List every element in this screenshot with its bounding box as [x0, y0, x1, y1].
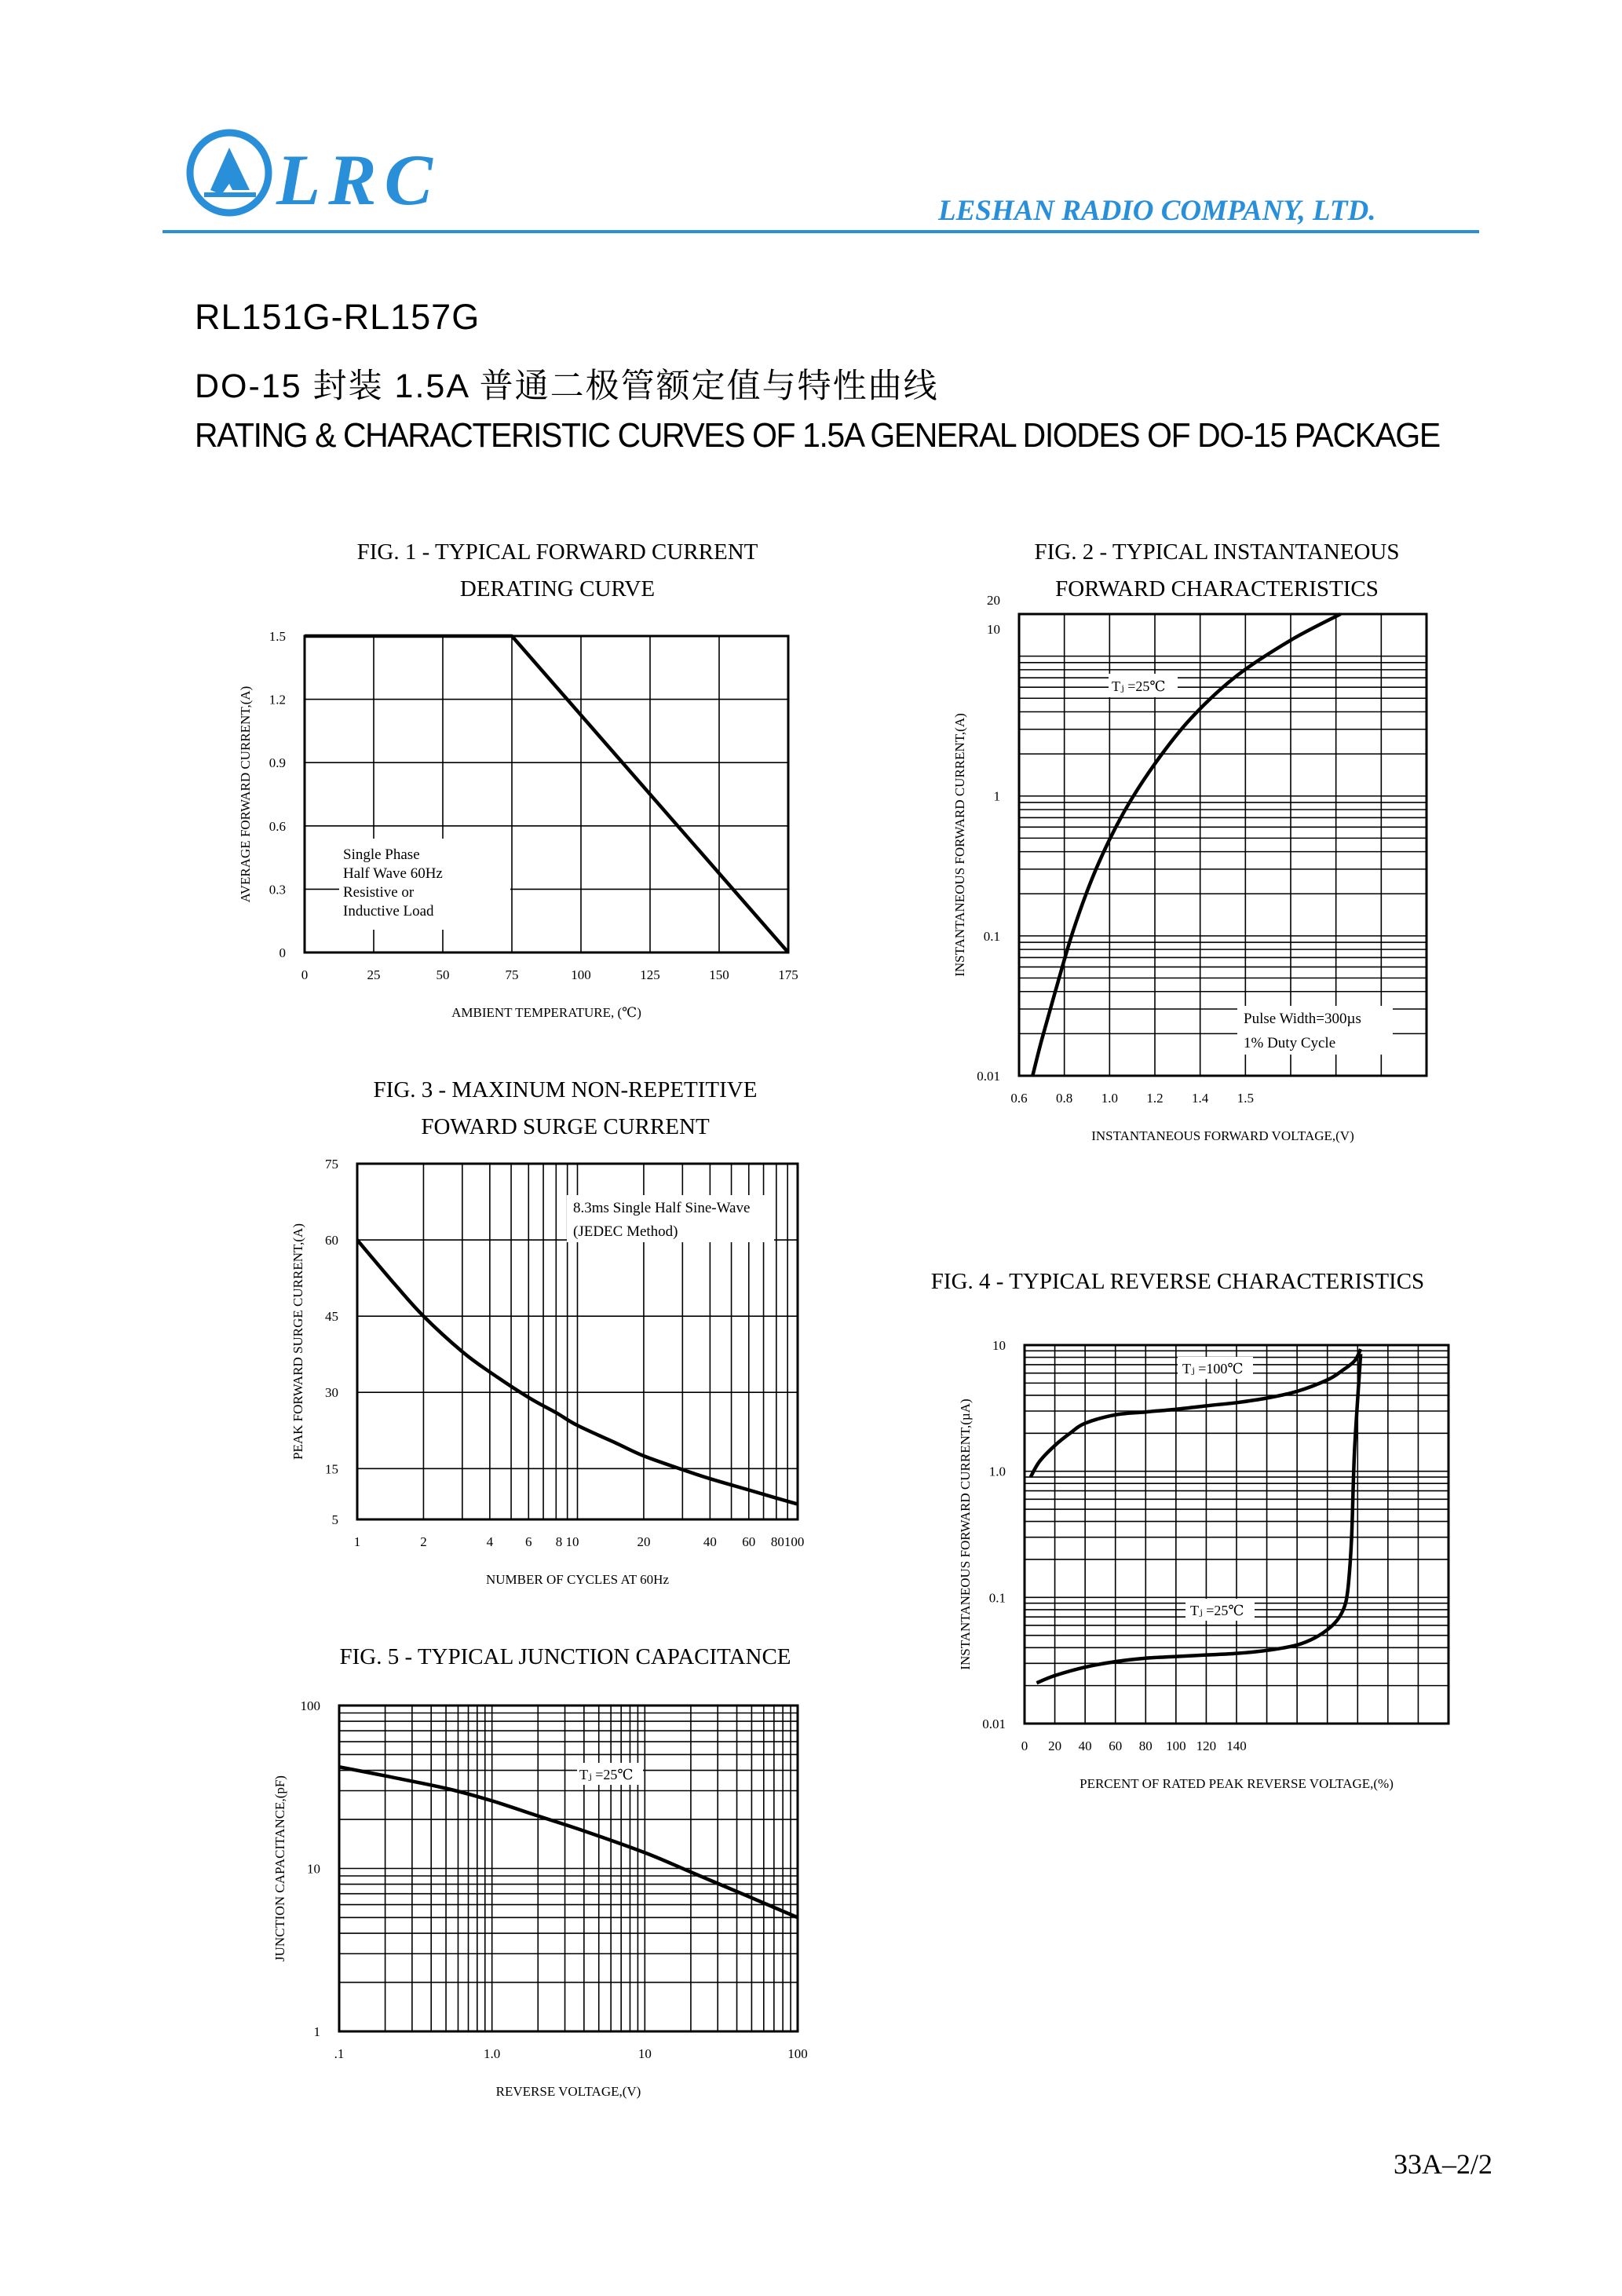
- fig3-annotation-line: (JEDEC Method): [573, 1223, 678, 1240]
- fig4-xtick-label: 40: [1078, 1738, 1092, 1753]
- fig3-xtick-label: 1: [353, 1534, 361, 1549]
- fig1-annotation-line: Single Phase: [343, 846, 420, 863]
- fig2-xtick-label: 1.5: [1237, 1091, 1254, 1106]
- logo-text: LRC: [276, 140, 440, 220]
- fig3-ytick-label: 75: [325, 1157, 338, 1172]
- fig4-ytick-label: 10: [992, 1338, 1006, 1353]
- fig1-ytick-label: 1.2: [269, 692, 286, 707]
- fig4-xtick-label: 80: [1138, 1738, 1153, 1753]
- fig3-xtick-label: 60: [742, 1534, 756, 1549]
- fig4-title-line1: FIG. 4 - TYPICAL REVERSE CHARACTERISTICS: [930, 1269, 1425, 1294]
- fig2-xtick-label: 1.0: [1101, 1091, 1118, 1106]
- fig4-xtick-label: 100: [1166, 1738, 1186, 1753]
- fig1-xtick-label: 75: [505, 967, 519, 982]
- fig1-xtick-label: 0: [301, 967, 309, 982]
- fig3-ytick-label: 15: [325, 1461, 338, 1477]
- fig2-ytick-label: 0.01: [977, 1069, 1000, 1084]
- fig5-ytick-label: 10: [307, 1861, 320, 1877]
- fig3-ytick-label: 45: [325, 1309, 338, 1325]
- fig1-annotation-line: Half Wave 60Hz: [343, 865, 443, 882]
- fig5-x-axis-label: REVERSE VOLTAGE,(V): [495, 2084, 641, 2099]
- fig5-chart: [272, 1698, 808, 2099]
- fig3-ytick-label: 60: [325, 1233, 338, 1249]
- fig3-xtick-label: 8 10: [555, 1534, 579, 1549]
- fig4-chart: [958, 1338, 1448, 1791]
- fig3-annotation-line: 8.3ms Single Half Sine-Wave: [573, 1200, 751, 1216]
- chart-annotations: [339, 674, 1393, 1785]
- fig1-annotation-line: Inductive Load: [343, 903, 434, 919]
- fig1-xtick-label: 175: [778, 967, 798, 982]
- fig2-ytick-label: 20: [987, 593, 1000, 608]
- fig5-ytick-label: 100: [300, 1698, 320, 1713]
- fig4-ytick-label: 0.01: [982, 1717, 1006, 1731]
- fig2-y-axis-label: INSTANTANEOUS FORWARD CURRENT,(A): [952, 713, 967, 977]
- fig4-xtick-label: 120: [1196, 1738, 1217, 1753]
- fig2-chart: [952, 593, 1427, 1143]
- fig5-series-0-line: [339, 1767, 798, 1918]
- fig1-ytick-label: 0.6: [269, 818, 286, 834]
- fig1-xtick-label: 150: [709, 967, 729, 982]
- fig4-xtick-label: 60: [1109, 1738, 1123, 1753]
- fig4-x-axis-label: PERCENT OF RATED PEAK REVERSE VOLTAGE,(%): [1080, 1776, 1394, 1791]
- fig1-xtick-label: 125: [640, 967, 660, 982]
- fig1-ytick-label: 0.3: [269, 882, 286, 898]
- fig5-xtick-label: 100: [787, 2046, 808, 2061]
- fig1-xtick-label: 25: [367, 967, 381, 982]
- fig5-y-axis-label: JUNCTION CAPACITANCE,(pF): [272, 1775, 287, 1961]
- fig2-xtick-label: 1.4: [1192, 1091, 1209, 1106]
- fig5-xtick-label: .1: [334, 2046, 345, 2061]
- fig2-duty-cycle: 1% Duty Cycle: [1244, 1035, 1336, 1051]
- english-title: RATING & CHARACTERISTIC CURVES OF 1.5A GENERAL DIODES OF DO-15 PACKAGE: [195, 416, 1440, 455]
- fig4-xtick-label: 140: [1226, 1738, 1247, 1753]
- fig2-title-line2: FORWARD CHARACTERISTICS: [1055, 576, 1379, 601]
- fig1-annotation-line: Resistive or: [343, 884, 415, 901]
- fig4-ytick-label: 0.1: [988, 1590, 1006, 1606]
- fig1-y-axis-label: AVERAGE FORWARD CURRENT,(A): [238, 686, 253, 903]
- fig2-xtick-label: 0.8: [1056, 1091, 1073, 1106]
- fig1-chart: [238, 629, 798, 1020]
- fig3-xtick-label: 20: [637, 1534, 651, 1549]
- fig5-title-line1: FIG. 5 - TYPICAL JUNCTION CAPACITANCE: [339, 1644, 791, 1669]
- fig5-xtick-label: 10: [637, 2046, 652, 2061]
- fig2-title-line1: FIG. 2 - TYPICAL INSTANTANEOUS: [1034, 539, 1400, 565]
- fig5-xtick-label: 1.0: [484, 2046, 501, 2061]
- fig2-temp-label: Tⱼ =25℃: [1112, 678, 1166, 694]
- fig2-ytick-label: 0.1: [983, 928, 1000, 944]
- fig1-xtick-label: 50: [436, 967, 450, 982]
- fig3-y-axis-label: PEAK FORWARD SURGE CURRENT,(A): [290, 1223, 305, 1460]
- fig4-ytick-label: 1.0: [988, 1464, 1006, 1479]
- fig3-xtick-label: 4: [486, 1534, 494, 1549]
- fig5-temp-label: Tⱼ =25℃: [579, 1767, 634, 1782]
- fig3-xtick-label: 80100: [770, 1534, 805, 1549]
- fig3-ytick-label: 5: [331, 1512, 338, 1527]
- fig4-label-25c: Tⱼ =25℃: [1190, 1603, 1244, 1618]
- fig4-label-100c: Tⱼ =100℃: [1182, 1361, 1244, 1377]
- fig1-xtick-label: 100: [571, 967, 591, 982]
- fig5-ytick-label: 1: [313, 2024, 320, 2039]
- fig3-xtick-label: 40: [703, 1534, 717, 1549]
- fig4-xtick-label: 0: [1021, 1738, 1028, 1753]
- fig3-xtick-label: 6: [525, 1534, 532, 1549]
- fig4-xtick-label: 20: [1048, 1738, 1062, 1753]
- fig2-x-axis-label: INSTANTANEOUS FORWARD VOLTAGE,(V): [1091, 1128, 1354, 1143]
- fig1-title-line1: FIG. 1 - TYPICAL FORWARD CURRENT: [356, 539, 758, 565]
- fig4-y-axis-label: INSTANTANEOUS FORWARD CURRENT,(µA): [958, 1398, 973, 1670]
- fig2-xtick-label: 0.6: [1010, 1091, 1028, 1106]
- fig1-ytick-label: 0: [279, 945, 286, 960]
- fig1-ytick-label: 1.5: [269, 629, 286, 644]
- chinese-title: DO-15 封装 1.5A 普通二极管额定值与特性曲线: [195, 367, 939, 405]
- fig2-ytick-label: 1: [993, 788, 1000, 804]
- company-name: LESHAN RADIO COMPANY, LTD.: [938, 195, 1376, 227]
- fig3-x-axis-label: NUMBER OF CYCLES AT 60Hz: [486, 1572, 669, 1587]
- fig3-title-line2: FOWARD SURGE CURRENT: [421, 1114, 710, 1139]
- fig3-title-line1: FIG. 3 - MAXINUM NON-REPETITIVE: [373, 1077, 758, 1102]
- fig3-xtick-label: 2: [420, 1534, 427, 1549]
- fig3-ytick-label: 30: [325, 1385, 338, 1401]
- fig1-title-line2: DERATING CURVE: [459, 576, 656, 601]
- fig1-ytick-label: 0.9: [269, 755, 286, 771]
- fig2-xtick-label: 1.2: [1146, 1091, 1164, 1106]
- part-range-title: RL151G-RL157G: [195, 297, 480, 337]
- fig2-pulse-width: Pulse Width=300µs: [1244, 1011, 1361, 1027]
- page-number: 33A–2/2: [1394, 2148, 1492, 2180]
- fig2-ytick-label: 10: [987, 622, 1000, 637]
- fig1-x-axis-label: AMBIENT TEMPERATURE, (℃): [451, 1005, 641, 1020]
